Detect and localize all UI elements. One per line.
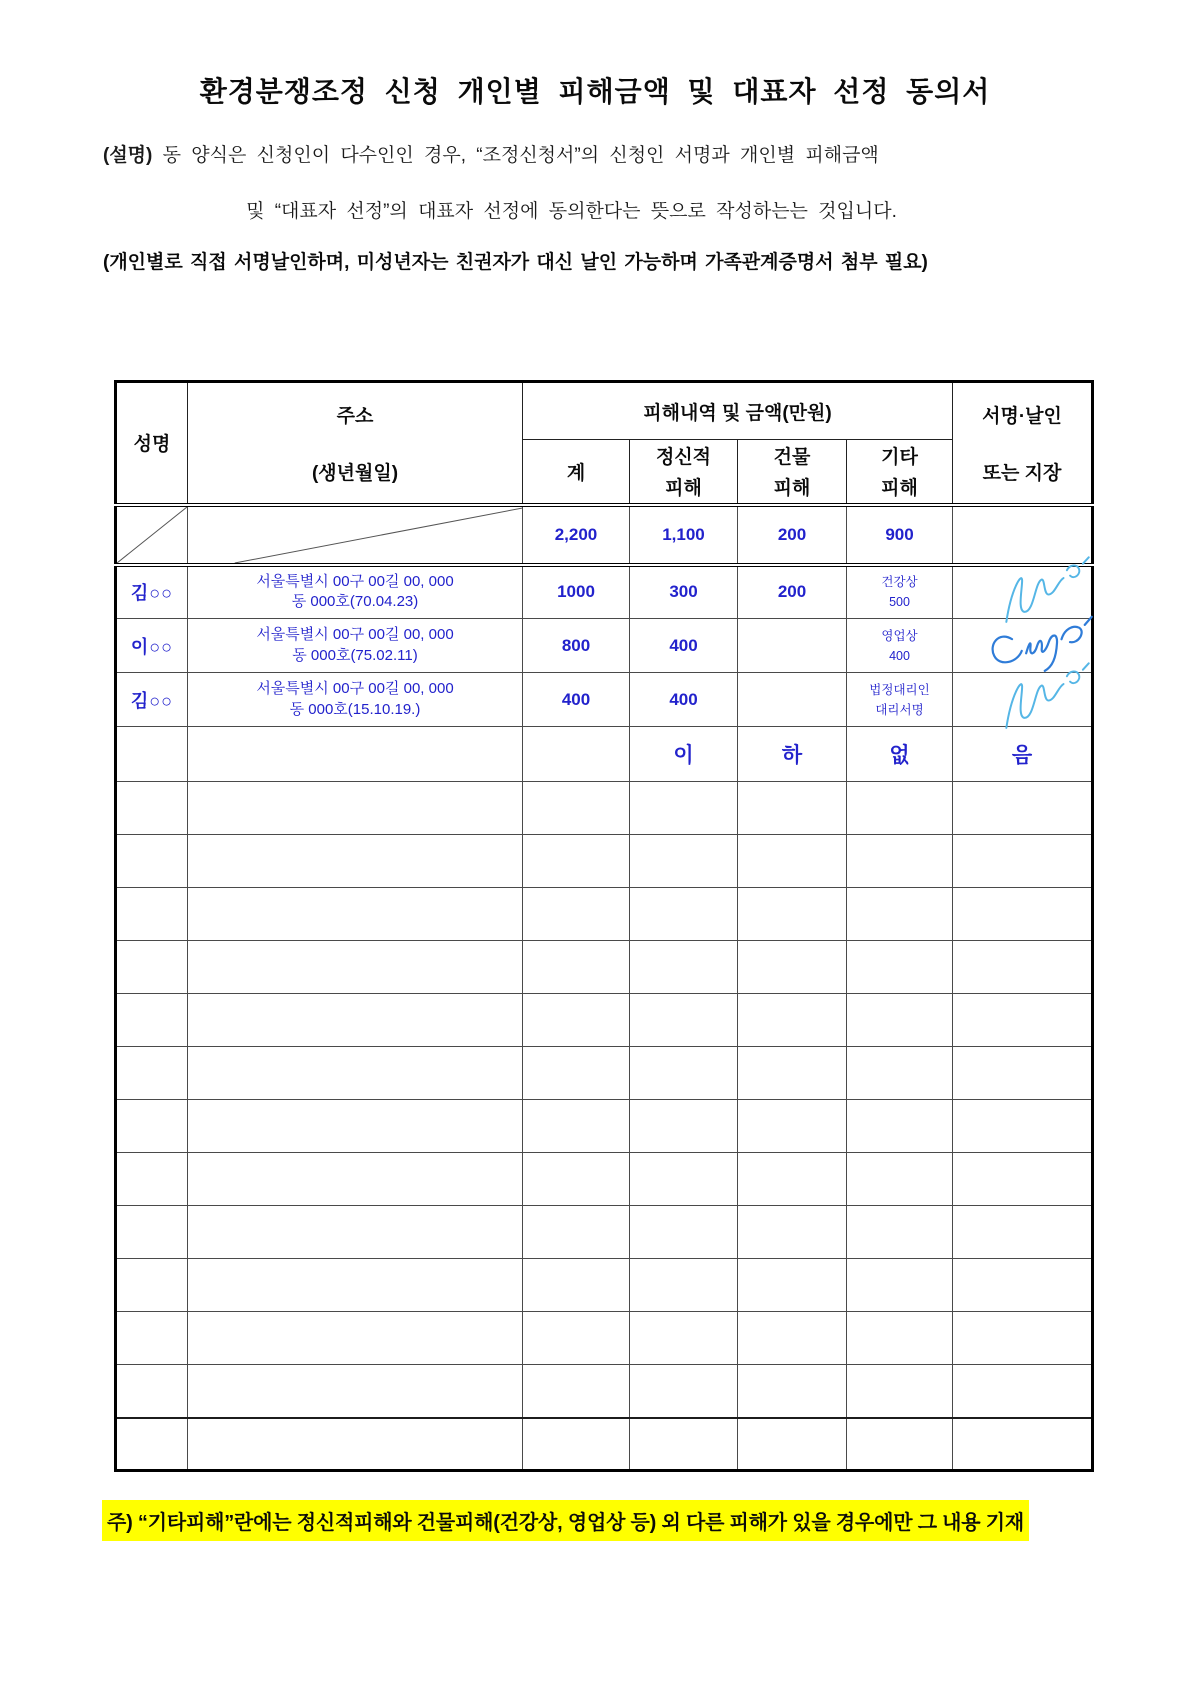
table-row-empty bbox=[116, 1153, 1093, 1206]
empty-cell bbox=[847, 1100, 953, 1153]
empty-cell bbox=[188, 782, 523, 835]
empty-cell bbox=[847, 1312, 953, 1365]
empty-cell bbox=[188, 941, 523, 994]
empty-cell bbox=[630, 1365, 738, 1418]
applicant-other bbox=[847, 673, 953, 727]
col-header-mental-line1: 정신적 bbox=[655, 447, 712, 469]
table-row-totals bbox=[116, 505, 1093, 565]
empty-cell bbox=[953, 941, 1093, 994]
empty-cell bbox=[953, 888, 1093, 941]
totals-building: 200 bbox=[738, 505, 847, 565]
empty-cell bbox=[738, 1100, 847, 1153]
address-line: 동 000호(70.04.23) bbox=[291, 593, 419, 611]
totals-name-cell-struck bbox=[116, 505, 188, 565]
empty-cell bbox=[188, 835, 523, 888]
empty-cell bbox=[116, 1100, 188, 1153]
empty-cell bbox=[523, 1047, 630, 1100]
totals-address-cell-struck bbox=[188, 505, 523, 565]
empty-cell bbox=[738, 1418, 847, 1471]
empty-cell bbox=[116, 941, 188, 994]
empty-cell bbox=[738, 1259, 847, 1312]
header-row-1 bbox=[116, 382, 1093, 440]
empty-cell bbox=[188, 1153, 523, 1206]
empty-cell bbox=[953, 1153, 1093, 1206]
table-row-empty bbox=[116, 994, 1093, 1047]
below-none-char: 없 bbox=[847, 727, 953, 782]
applicant-other bbox=[847, 565, 953, 619]
totals-mental: 1,100 bbox=[630, 505, 738, 565]
applicant-name: 김○○ bbox=[116, 565, 188, 619]
empty-cell bbox=[630, 941, 738, 994]
empty-cell bbox=[847, 1047, 953, 1100]
description-label: (설명) bbox=[103, 145, 153, 166]
col-header-other bbox=[847, 440, 953, 505]
address-line: 동 000호(75.02.11) bbox=[292, 646, 418, 664]
empty-cell bbox=[847, 1206, 953, 1259]
empty-cell bbox=[847, 1153, 953, 1206]
description-note: (개인별로 직접 서명날인하며, 미성년자는 친권자가 대신 날인 가능하며 가족관계증명서 첨부 필요) bbox=[103, 252, 928, 273]
applicant-address bbox=[188, 673, 523, 727]
col-header-building-line2: 피해 bbox=[773, 478, 811, 500]
empty-cell bbox=[738, 1206, 847, 1259]
empty-cell bbox=[188, 994, 523, 1047]
signature-2 bbox=[979, 615, 1105, 673]
empty-cell bbox=[116, 1206, 188, 1259]
empty-cell bbox=[523, 1100, 630, 1153]
col-header-other-line2: 피해 bbox=[881, 478, 918, 500]
signature-1 bbox=[987, 563, 1105, 621]
applicant-total: 400 bbox=[523, 673, 630, 727]
empty-cell bbox=[523, 1259, 630, 1312]
damage-table bbox=[114, 380, 1094, 1472]
empty-cell bbox=[523, 835, 630, 888]
blank-cell bbox=[188, 727, 523, 782]
empty-cell bbox=[523, 941, 630, 994]
table-row-empty bbox=[116, 1259, 1093, 1312]
blank-cell bbox=[523, 727, 630, 782]
applicant-mental: 400 bbox=[630, 673, 738, 727]
col-header-address-line1: 주소 bbox=[336, 405, 374, 427]
col-header-total: 계 bbox=[523, 440, 630, 505]
table-row-empty bbox=[116, 1100, 1093, 1153]
applicant-building bbox=[738, 619, 847, 673]
col-header-signature bbox=[953, 382, 1093, 505]
empty-cell bbox=[953, 994, 1093, 1047]
empty-cell bbox=[953, 1259, 1093, 1312]
empty-cell bbox=[847, 1365, 953, 1418]
col-header-address-line2: (생년월일) bbox=[311, 462, 399, 484]
empty-cell bbox=[738, 994, 847, 1047]
address-line: 서울특별시 00구 00길 00, 000 bbox=[256, 573, 454, 590]
empty-cell bbox=[630, 888, 738, 941]
empty-cell bbox=[738, 941, 847, 994]
empty-cell bbox=[188, 1312, 523, 1365]
col-header-signature-line1: 서명·날인 bbox=[982, 405, 1062, 427]
table-row-empty bbox=[116, 1206, 1093, 1259]
table-row-applicant-1 bbox=[116, 565, 1093, 619]
other-damage-amount: 500 bbox=[889, 595, 910, 610]
applicant-building: 200 bbox=[738, 565, 847, 619]
applicant-mental: 300 bbox=[630, 565, 738, 619]
address-line: 서울특별시 00구 00길 00, 000 bbox=[256, 680, 454, 698]
empty-cell bbox=[953, 782, 1093, 835]
empty-cell bbox=[847, 994, 953, 1047]
empty-cell bbox=[847, 1259, 953, 1312]
applicant-total: 1000 bbox=[523, 565, 630, 619]
below-none-char: 하 bbox=[738, 727, 847, 782]
empty-cell bbox=[523, 994, 630, 1047]
other-damage-amount: 대리서명 bbox=[875, 702, 924, 717]
applicant-name: 이○○ bbox=[116, 619, 188, 673]
empty-cell bbox=[738, 782, 847, 835]
applicant-signature-cell bbox=[953, 565, 1093, 619]
empty-cell bbox=[953, 1312, 1093, 1365]
empty-cell bbox=[116, 835, 188, 888]
applicant-total: 800 bbox=[523, 619, 630, 673]
empty-cell bbox=[847, 835, 953, 888]
empty-cell bbox=[953, 835, 1093, 888]
empty-cell bbox=[738, 835, 847, 888]
page-title: 환경분쟁조정 신청 개인별 피해금액 및 대표자 선정 동의서 bbox=[199, 76, 991, 107]
table-row-empty bbox=[116, 941, 1093, 994]
empty-cell bbox=[523, 1206, 630, 1259]
other-damage-type: 건강상 bbox=[881, 575, 918, 590]
col-header-name: 성명 bbox=[116, 382, 188, 505]
empty-cell bbox=[630, 1206, 738, 1259]
address-line: 동 000호(15.10.19.) bbox=[289, 700, 421, 718]
signature-3 bbox=[987, 669, 1105, 727]
applicant-name: 김○○ bbox=[116, 673, 188, 727]
empty-cell bbox=[738, 888, 847, 941]
col-header-damage-group: 피해내역 및 금액(만원) bbox=[523, 382, 953, 440]
table-row-empty bbox=[116, 1312, 1093, 1365]
empty-cell bbox=[630, 1418, 738, 1471]
footnote-highlight: 주) “기타피해”란에는 정신적피해와 건물피해(건강상, 영업상 등) 외 다른 피해가 있을 경우에만 그 내용 기재 bbox=[102, 1500, 1029, 1541]
empty-cell bbox=[188, 1365, 523, 1418]
empty-cell bbox=[738, 1047, 847, 1100]
empty-cell bbox=[116, 994, 188, 1047]
empty-cell bbox=[738, 1153, 847, 1206]
other-damage-amount: 400 bbox=[889, 648, 910, 663]
other-damage-type: 법정대리인 bbox=[869, 682, 930, 697]
empty-cell bbox=[630, 1259, 738, 1312]
empty-cell bbox=[953, 1047, 1093, 1100]
table-row-empty bbox=[116, 888, 1093, 941]
empty-cell bbox=[847, 1418, 953, 1471]
empty-cell bbox=[523, 1312, 630, 1365]
empty-cell bbox=[953, 1206, 1093, 1259]
empty-cell bbox=[116, 888, 188, 941]
table-row-empty bbox=[116, 1365, 1093, 1418]
empty-cell bbox=[188, 1100, 523, 1153]
table-row-applicant-3 bbox=[116, 673, 1093, 727]
empty-cell bbox=[523, 888, 630, 941]
col-header-mental bbox=[630, 440, 738, 505]
empty-cell bbox=[630, 782, 738, 835]
blank-cell bbox=[116, 727, 188, 782]
empty-cell bbox=[523, 782, 630, 835]
description-text-1: 동 양식은 신청인이 다수인인 경우, “조정신청서”의 신청인 서명과 개인별 피해금액 bbox=[162, 145, 879, 166]
empty-cell bbox=[188, 888, 523, 941]
totals-other: 900 bbox=[847, 505, 953, 565]
empty-cell bbox=[188, 1259, 523, 1312]
diagonal-strike-icon bbox=[117, 507, 187, 563]
diagonal-strike-icon bbox=[188, 507, 522, 563]
address-line: 서울특별시 00구 00길 00, 000 bbox=[256, 626, 454, 644]
empty-cell bbox=[116, 1365, 188, 1418]
below-none-char: 이 bbox=[630, 727, 738, 782]
empty-cell bbox=[116, 1259, 188, 1312]
empty-cell bbox=[847, 782, 953, 835]
table-row-below-none bbox=[116, 727, 1093, 782]
empty-cell bbox=[630, 1312, 738, 1365]
empty-cell bbox=[738, 1312, 847, 1365]
col-header-building-line1: 건물 bbox=[773, 447, 811, 469]
empty-cell bbox=[116, 1418, 188, 1471]
empty-cell bbox=[630, 1100, 738, 1153]
empty-cell bbox=[523, 1153, 630, 1206]
empty-cell bbox=[116, 1312, 188, 1365]
applicant-signature-cell bbox=[953, 619, 1093, 673]
empty-cell bbox=[188, 1047, 523, 1100]
table-row-empty bbox=[116, 782, 1093, 835]
empty-cell bbox=[953, 1365, 1093, 1418]
empty-cell bbox=[188, 1418, 523, 1471]
totals-total: 2,200 bbox=[523, 505, 630, 565]
empty-cell bbox=[630, 1153, 738, 1206]
empty-cell bbox=[116, 782, 188, 835]
empty-cell bbox=[630, 835, 738, 888]
empty-cell bbox=[188, 1206, 523, 1259]
table-row-applicant-2 bbox=[116, 619, 1093, 673]
empty-cell bbox=[116, 1153, 188, 1206]
empty-cell bbox=[738, 1365, 847, 1418]
empty-cell bbox=[847, 888, 953, 941]
col-header-signature-line2: 또는 지장 bbox=[982, 462, 1062, 484]
empty-cell bbox=[953, 1100, 1093, 1153]
applicant-address bbox=[188, 619, 523, 673]
totals-signature-cell bbox=[953, 505, 1093, 565]
col-header-mental-line2: 피해 bbox=[665, 478, 702, 500]
below-none-char: 음 bbox=[953, 727, 1093, 782]
applicant-mental: 400 bbox=[630, 619, 738, 673]
table-row-empty bbox=[116, 1418, 1093, 1471]
applicant-address bbox=[188, 565, 523, 619]
applicant-signature-cell bbox=[953, 673, 1093, 727]
description-line-1 bbox=[103, 140, 1100, 167]
applicant-other bbox=[847, 619, 953, 673]
col-header-address bbox=[188, 382, 523, 505]
table-row-empty bbox=[116, 1047, 1093, 1100]
empty-cell bbox=[523, 1365, 630, 1418]
empty-cell bbox=[116, 1047, 188, 1100]
table-body bbox=[116, 505, 1093, 1471]
empty-cell bbox=[953, 1418, 1093, 1471]
empty-cell bbox=[847, 941, 953, 994]
col-header-other-line1: 기타 bbox=[881, 447, 918, 469]
empty-cell bbox=[630, 1047, 738, 1100]
empty-cell bbox=[523, 1418, 630, 1471]
table-row-empty bbox=[116, 835, 1093, 888]
other-damage-type: 영업상 bbox=[881, 628, 918, 643]
applicant-building bbox=[738, 673, 847, 727]
empty-cell bbox=[630, 994, 738, 1047]
col-header-building bbox=[738, 440, 847, 505]
description-line-2: 및 “대표자 선정”의 대표자 선정에 동의한다는 뜻으로 작성하는는 것입니다. bbox=[246, 201, 897, 222]
